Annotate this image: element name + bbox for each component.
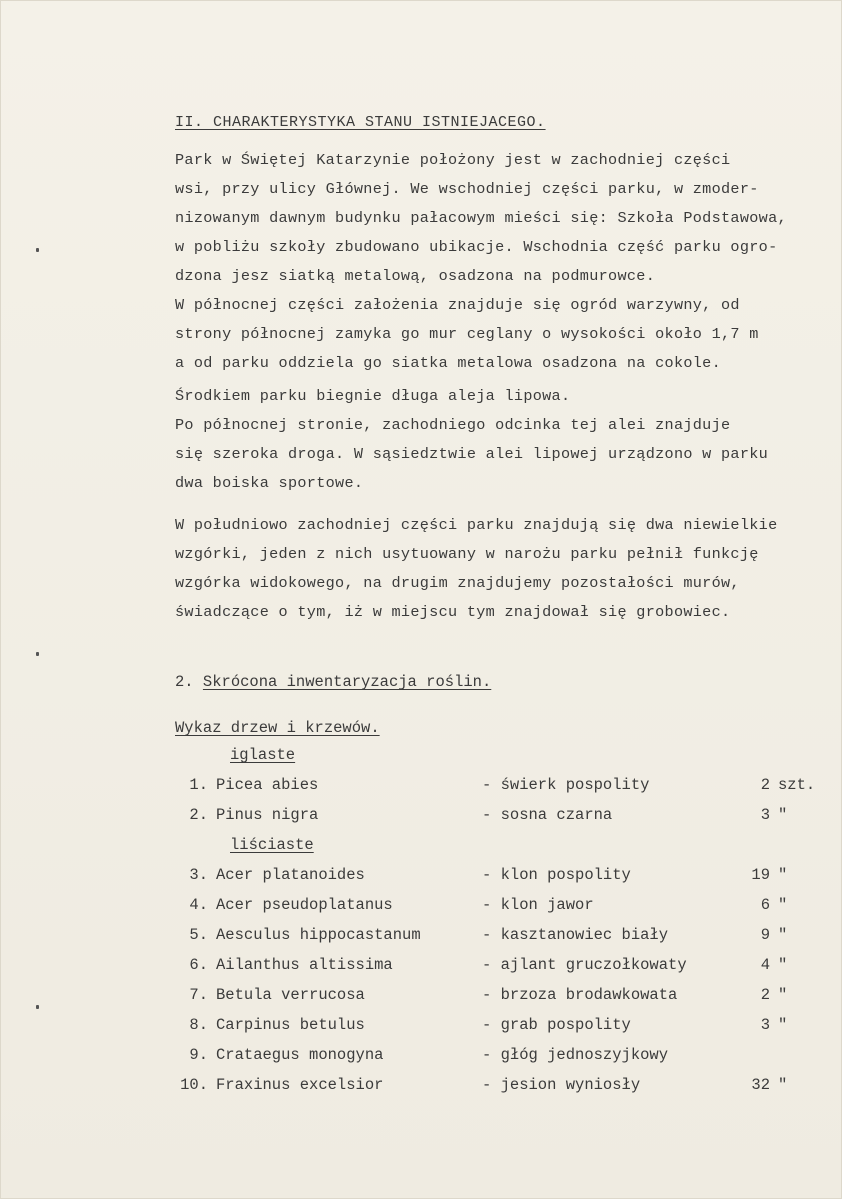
quantity: 32 xyxy=(751,1076,770,1094)
latin-name: Ailanthus altissima xyxy=(216,956,393,974)
row-number: 9. xyxy=(189,1046,208,1064)
table-row xyxy=(0,866,842,894)
paragraph-hills: W południowo zachodniej części parku znajdują się dwa niewielkie wzgórki, jeden z nich usytuowany w narożu parku pełnił funkcję wzgórka widokowego, na drugim znajdujemy pozostałości murów, świadczące o tym, iż w miejscu tym znajdował się grobowiec. xyxy=(175,516,778,621)
table-row xyxy=(0,896,842,924)
quantity: 2 xyxy=(760,776,770,794)
quantity: 3 xyxy=(760,806,770,824)
binding-mark xyxy=(36,1005,39,1009)
row-number: 10. xyxy=(180,1076,208,1094)
table-row xyxy=(0,806,842,834)
row-number: 8. xyxy=(189,1016,208,1034)
list-subheading: Wykaz drzew i krzewów. xyxy=(175,719,380,737)
quantity: 3 xyxy=(760,1016,770,1034)
latin-name: Picea abies xyxy=(216,776,319,794)
latin-name: Fraxinus excelsior xyxy=(216,1076,384,1094)
table-row xyxy=(0,986,842,1014)
section-title: Skrócona inwentaryzacja roślin. xyxy=(202,673,492,691)
paragraph-road-and-fields: Po północnej stronie, zachodniego odcinka tej alei znajduje się szeroka droga. W sąsiedztwie alei lipowej urządzono w parku dwa boiska sportowe. xyxy=(175,416,769,492)
latin-name: Pinus nigra xyxy=(216,806,319,824)
quantity: 9 xyxy=(760,926,770,944)
table-row xyxy=(0,776,842,804)
quantity: 19 xyxy=(751,866,770,884)
latin-name: Acer platanoides xyxy=(216,866,365,884)
polish-name: - jesion wyniosły xyxy=(482,1076,641,1094)
binding-mark xyxy=(36,652,39,656)
polish-name: - sosna czarna xyxy=(482,806,613,824)
table-row xyxy=(0,956,842,984)
unit: " xyxy=(778,986,788,1004)
row-number: 4. xyxy=(189,896,208,914)
row-number: 1. xyxy=(189,776,208,794)
polish-name: - kasztanowiec biały xyxy=(482,926,669,944)
row-number: 3. xyxy=(189,866,208,884)
latin-name: Acer pseudoplatanus xyxy=(216,896,393,914)
paragraph-park-location: Park w Świętej Katarzynie położony jest w zachodniej części wsi, przy ulicy Głównej. We wschodniej części parku, w zmoder- nizowanym dawnym budynku pałacowym mieści się: Szkoła Podstawowa, w pobliżu szkoły zbudowano ubikacje. Wschodnia część parku ogro- dzona jesz siatką metalową, osadzona na podmurowce. xyxy=(175,151,787,285)
unit: " xyxy=(778,806,788,824)
polish-name: - klon pospolity xyxy=(482,866,631,884)
latin-name: Betula verrucosa xyxy=(216,986,365,1004)
row-number: 7. xyxy=(189,986,208,1004)
polish-name: - klon jawor xyxy=(482,896,594,914)
latin-name: Aesculus hippocastanum xyxy=(216,926,421,944)
unit: " xyxy=(778,866,788,884)
section-number: 2. xyxy=(175,673,194,691)
unit: " xyxy=(778,1076,788,1094)
polish-name: - głóg jednoszyjkowy xyxy=(482,1046,669,1064)
latin-name: Crataegus monogyna xyxy=(216,1046,384,1064)
quantity: 2 xyxy=(760,986,770,1004)
group-heading-conifers: iglaste xyxy=(230,746,296,764)
polish-name: - brzoza brodawkowata xyxy=(482,986,678,1004)
quantity: 6 xyxy=(760,896,770,914)
unit: szt. xyxy=(778,776,816,794)
paragraph-linden-alley: Środkiem parku biegnie długa aleja lipowa. xyxy=(175,387,571,405)
table-row xyxy=(0,1046,842,1074)
row-number: 2. xyxy=(189,806,208,824)
quantity: 4 xyxy=(760,956,770,974)
latin-name: Carpinus betulus xyxy=(216,1016,365,1034)
group-heading-deciduous: liściaste xyxy=(230,836,314,854)
unit: " xyxy=(778,896,788,914)
section-heading xyxy=(175,673,491,691)
row-number: 6. xyxy=(189,956,208,974)
page-heading: II. CHARAKTERYSTYKA STANU ISTNIEJACEGO. xyxy=(175,114,546,131)
binding-mark xyxy=(36,248,39,252)
row-number: 5. xyxy=(189,926,208,944)
table-row xyxy=(0,926,842,954)
polish-name: - grab pospolity xyxy=(482,1016,631,1034)
table-row xyxy=(0,1016,842,1044)
polish-name: - świerk pospolity xyxy=(482,776,650,794)
unit: " xyxy=(778,926,788,944)
paragraph-vegetable-garden: W północnej części założenia znajduje się ogród warzywny, od strony północnej zamyka go mur ceglany o wysokości około 1,7 m a od parku oddziela go siatka metalowa osadzona na cokole. xyxy=(175,296,759,372)
table-row xyxy=(0,1076,842,1104)
unit: " xyxy=(778,1016,788,1034)
unit: " xyxy=(778,956,788,974)
polish-name: - ajlant gruczołkowaty xyxy=(482,956,687,974)
